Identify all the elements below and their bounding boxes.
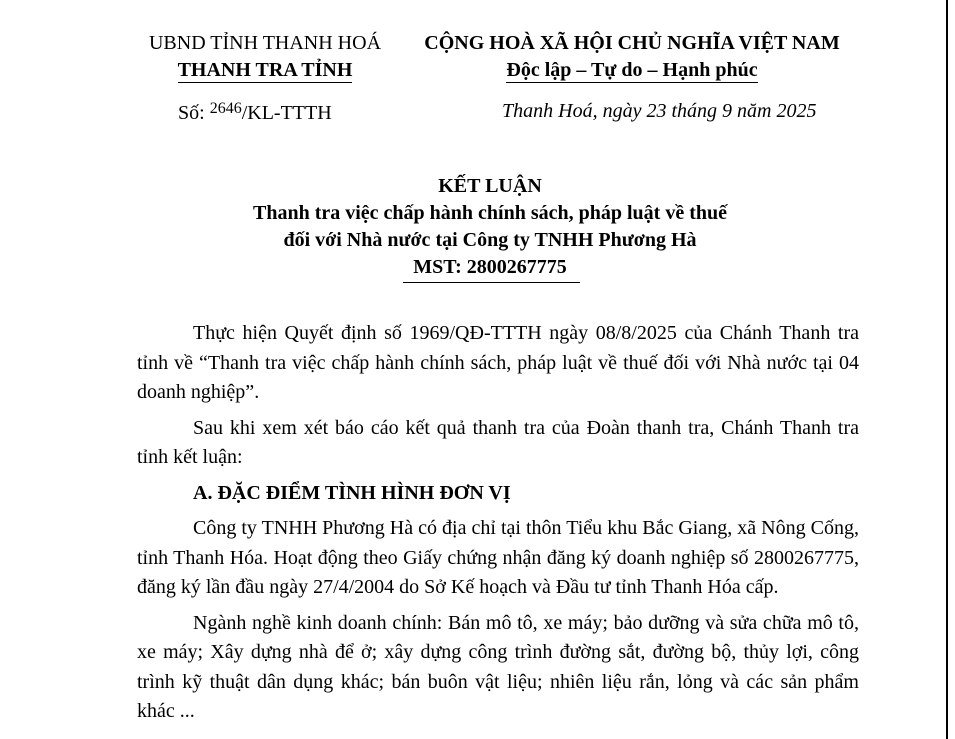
body-paragraph-3: Công ty TNHH Phương Hà có địa chỉ tại thôn Tiểu khu Bắc Giang, xã Nông Cống, tỉnh Thanh Hóa. Hoạt động theo Giấy chứng nhận đăng ký doanh nghiệp số 2800267775, đăng ký lần đầu ngày 27/4/2004 do Sở Kế hoạch và Đầu tư tỉnh Thanh Hóa cấp. bbox=[137, 517, 859, 598]
national-header bbox=[398, 30, 866, 84]
body-paragraph-4: Ngành nghề kinh doanh chính: Bán mô tô, xe máy; bảo dưỡng và sửa chữa mô tô, xe máy; Xây dựng nhà để ở; xây dựng công trình đường sắt, đường bộ, thủy lợi, công trình kỹ thuật dân dụng khác; bán buôn vật liệu; nhiên liệu rắn, lỏng và các sản phẩm khác ... bbox=[137, 611, 859, 722]
body-paragraph-2: Sau khi xem xét báo cáo kết quả thanh tra của Đoàn thanh tra, Chánh Thanh tra tỉnh kết luận: bbox=[137, 416, 859, 468]
title-line-3: MST: 2800267775 bbox=[413, 256, 567, 278]
section-a-heading: A. ĐẶC ĐIỂM TÌNH HÌNH ĐƠN VỊ bbox=[193, 481, 511, 504]
title-heading: KẾT LUẬN bbox=[438, 175, 542, 197]
doc-number-suffix: /KL-TTTH bbox=[241, 102, 332, 124]
title-line-2: đối với Nhà nước tại Công ty TNHH Phương Hà bbox=[283, 229, 697, 251]
issuing-authority-header bbox=[130, 30, 400, 84]
document-number bbox=[178, 100, 332, 125]
authority-name: UBND TỈNH THANH HOÁ bbox=[148, 32, 382, 54]
title-underline bbox=[403, 282, 580, 283]
page-edge-line bbox=[946, 0, 948, 739]
national-title: CỘNG HOÀ XÃ HỘI CHỦ NGHĨA VIỆT NAM bbox=[424, 32, 840, 54]
title-line-1: Thanh tra việc chấp hành chính sách, pháp luật về thuế bbox=[252, 202, 727, 224]
document-body bbox=[137, 319, 859, 733]
national-motto: Độc lập – Tự do – Hạnh phúc bbox=[506, 59, 758, 81]
doc-number-prefix: Số: bbox=[178, 102, 210, 124]
document-date: Thanh Hoá, ngày 23 tháng 9 năm 2025 bbox=[502, 100, 817, 122]
document-title bbox=[150, 173, 830, 281]
doc-number-value: 2646 bbox=[209, 100, 242, 117]
organization-name: THANH TRA TỈNH bbox=[177, 59, 353, 81]
body-paragraph-1: Thực hiện Quyết định số 1969/QĐ-TTTH ngày 08/8/2025 của Chánh Thanh tra tỉnh về “Thanh tra việc chấp hành chính sách, pháp luật về thuế đối với Nhà nước tại 04 doanh nghiệp”. bbox=[137, 322, 859, 403]
